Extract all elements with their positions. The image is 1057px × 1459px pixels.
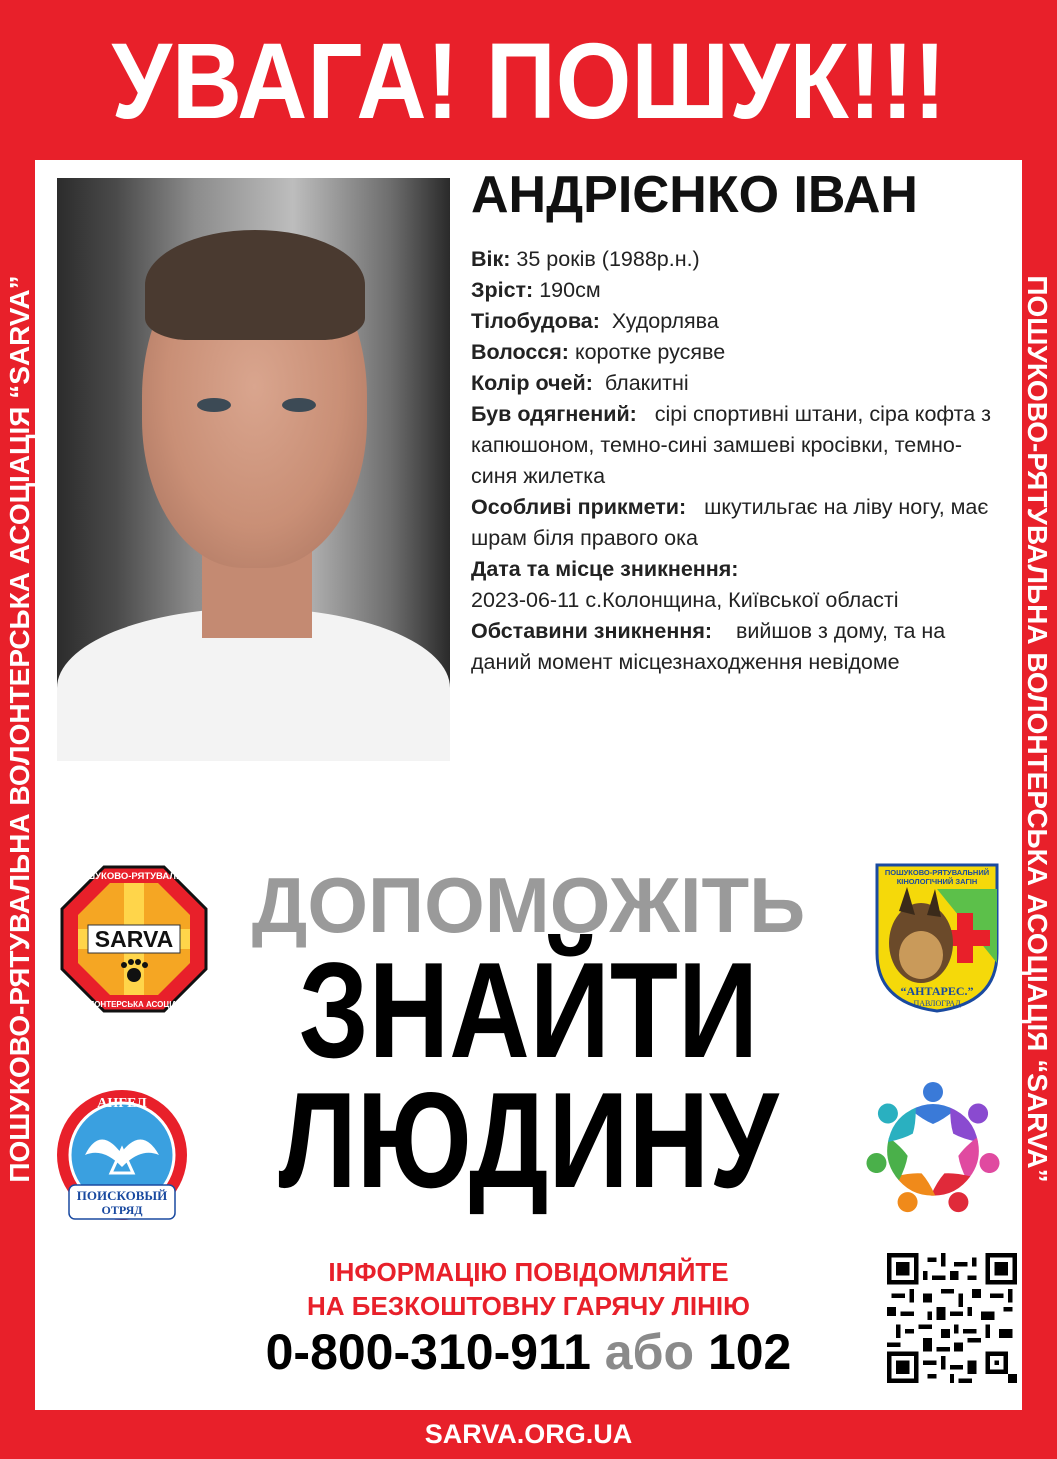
angel-logo-bottom-text: ПОИСКОВЫЙ [76,1188,168,1203]
sarva-logo-top-text: ПОШУКОВО-РЯТУВАЛЬНА [71,871,197,882]
detail-row [471,492,1001,554]
info-text [35,1255,1022,1323]
detail-row [471,554,1001,616]
info-line-2: НА БЕЗКОШТОВНУ ГАРЯЧУ ЛІНІЮ [307,1291,750,1321]
detail-label: Обставини зникнення: [471,619,713,643]
side-org-text-right: ПОШУКОВО-РЯТУВАЛЬНА ВОЛОНТЕРСЬКА АСОЦІАЦІЯ “SARVA” [1022,275,1053,1183]
detail-value: вийшов з дому, та на даний момент місцезнаходження невідоме [471,619,946,674]
footer-url[interactable]: SARVA.ORG.UA [424,1419,633,1449]
antares-logo-top-text: ПОШУКОВО-РЯТУВАЛЬНИЙ [884,868,990,877]
antares-logo [873,863,1001,1013]
detail-row [471,244,1001,275]
detail-value: 35 років (1988р.н.) [516,247,700,271]
community-logo [857,1075,1009,1225]
detail-label: Зріст: [471,278,534,302]
detail-row [471,616,1001,678]
detail-label: Особливі прикмети: [471,495,687,519]
detail-value: 2023-06-11 с.Колонщина, Київської області [471,588,899,612]
detail-value: шкутильгає на ліву ногу, має шрам біля правого ока [471,495,989,550]
info-line-1: ІНФОРМАЦІЮ ПОВІДОМЛЯЙТЕ [328,1257,729,1287]
antares-logo-top-text-2: КІНОЛОГІЧНИЙ ЗАГІН [896,877,978,886]
detail-label: Дата та місце зникнення: [471,557,739,581]
detail-row [471,275,1001,306]
detail-value: 190см [539,278,601,302]
detail-row [471,306,1001,337]
header-title: УВАГА! ПОШУК!!! [111,19,946,141]
hotline-number[interactable]: 0-800-310-911 [265,1324,591,1380]
detail-value: сірі спортивні штани, сіра кофта з капюшоном, темно-сині замшеві кросівки, темно-синя жилетка [471,402,992,488]
person-heading: ЛЮДИНУ [278,1064,779,1216]
detail-row [471,368,1001,399]
hotline [35,1323,1022,1381]
detail-label: Волосся: [471,340,569,364]
hotline-alt-number[interactable]: 102 [707,1324,792,1380]
person-details [471,244,1001,678]
detail-label: Був одягнений: [471,402,637,426]
detail-value: коротке русяве [574,340,726,364]
find-heading: ЗНАЙТИ [298,934,759,1086]
qr-code[interactable] [887,1250,1017,1386]
detail-value: Худорлява [611,309,719,333]
hotline-or: або [604,1324,695,1380]
detail-label: Вік: [471,247,511,271]
sarva-logo-center-text: SARVA [94,926,174,952]
detail-row [471,337,1001,368]
header-banner [0,0,1057,160]
detail-row [471,399,1001,492]
angel-logo-top-text: АНГЕЛ [97,1096,147,1111]
detail-label: Тілобудова: [471,309,600,333]
sarva-logo-bottom-text: ВОЛОНТЕРСЬКА АСОЦІАЦІЯ [76,1000,192,1009]
antares-logo-city: ПАВЛОГРАД [913,999,961,1008]
person-name: АНДРІЄНКО ІВАН [471,166,918,224]
poster-panel [35,160,1022,1410]
sarva-logo [60,865,208,1013]
person-photo [57,178,450,761]
detail-value: блакитні [604,371,689,395]
side-org-text-left: ПОШУКОВО-РЯТУВАЛЬНА ВОЛОНТЕРСЬКА АСОЦІАЦІЯ “SARVA” [4,275,35,1183]
antares-logo-name: “АНТАРЕС.” [900,984,974,998]
detail-label: Колір очей: [471,371,593,395]
angel-logo [55,1085,190,1225]
help-heading: ДОПОМОЖІТЬ [251,861,806,949]
angel-logo-bottom-text-2: ОТРЯД [101,1203,143,1217]
